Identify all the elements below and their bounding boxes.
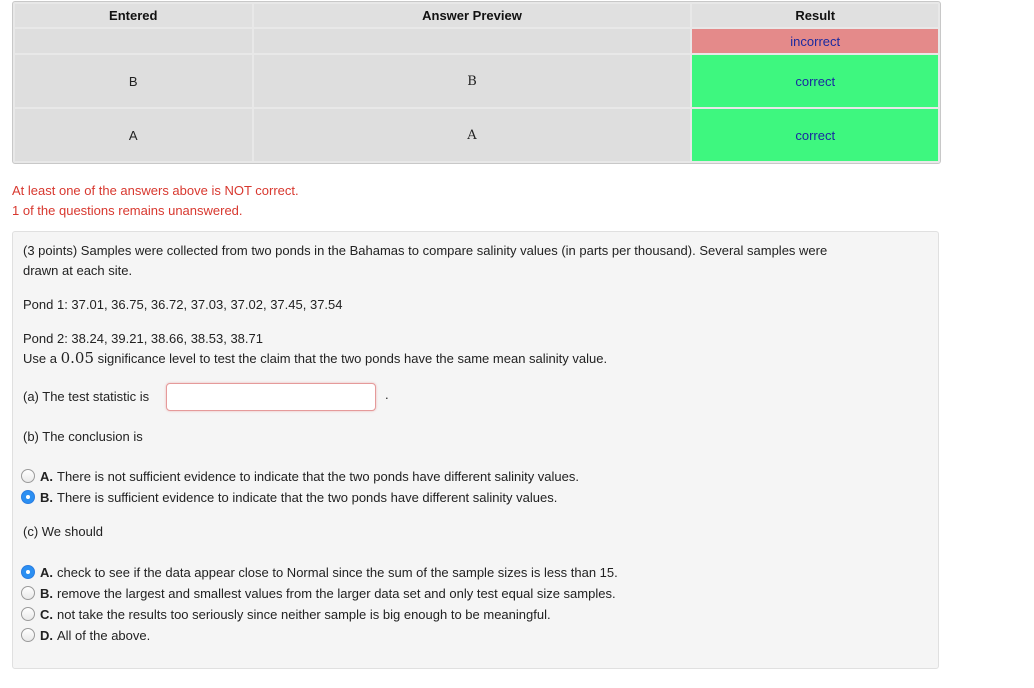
part-b-option-b[interactable] — [21, 487, 557, 507]
part-a-label: (a) The test statistic is — [23, 389, 150, 404]
table-row — [15, 109, 938, 161]
results-header-row — [15, 4, 938, 27]
problem-intro-line: (3 points) Samples were collected from two ponds in the Bahamas to compare salinity values (in parts per thousand). Several samples were — [23, 243, 828, 258]
option-letter: C. — [40, 606, 53, 622]
part-b-label: (b) The conclusion is — [23, 429, 143, 444]
option-letter: D. — [40, 627, 53, 643]
option-text: remove the largest and smallest values from the larger data set and only test equal size samples. — [57, 585, 616, 601]
table-row — [15, 55, 938, 107]
part-c-label: (c) We should — [23, 524, 103, 539]
result-cell-correct: correct — [692, 55, 938, 107]
option-text: There is sufficient evidence to indicate that the two ponds have different salinity values. — [57, 489, 558, 505]
unanswered-message: 1 of the questions remains unanswered. — [12, 203, 243, 218]
radio-unchecked-icon[interactable] — [21, 628, 35, 642]
preview-cell: A — [254, 109, 691, 161]
radio-unchecked-icon[interactable] — [21, 469, 35, 483]
table-row — [15, 29, 938, 53]
option-text: All of the above. — [57, 627, 151, 643]
radio-unchecked-icon[interactable] — [21, 586, 35, 600]
claim-suffix: significance level to test the claim that the two ponds have the same mean salinity value. — [97, 351, 608, 366]
preview-cell — [254, 29, 691, 53]
option-letter: A. — [40, 564, 53, 580]
problem-intro — [23, 241, 827, 281]
part-c-option-a[interactable] — [21, 562, 618, 582]
not-correct-message: At least one of the answers above is NOT correct. — [12, 183, 299, 198]
problem-intro-line: drawn at each site. — [23, 263, 133, 278]
part-c-option-b[interactable] — [21, 583, 616, 603]
option-text: There is not sufficient evidence to indicate that the two ponds have different salinity values. — [57, 468, 579, 484]
claim-statement — [23, 348, 607, 369]
feedback-messages — [12, 181, 299, 221]
preview-cell: B — [254, 55, 691, 107]
part-c-option-c[interactable] — [21, 604, 551, 624]
claim-prefix: Use a — [23, 351, 57, 366]
option-letter: A. — [40, 468, 53, 484]
option-letter: B. — [40, 489, 53, 505]
pond2-data: Pond 2: 38.24, 39.21, 38.66, 38.53, 38.71 — [23, 331, 263, 346]
part-a-period: . — [385, 387, 389, 402]
radio-checked-icon[interactable] — [21, 490, 35, 504]
entered-cell: B — [15, 55, 252, 107]
pond1-data: Pond 1: 37.01, 36.75, 36.72, 37.03, 37.02, 37.45, 37.54 — [23, 297, 343, 312]
option-text: check to see if the data appear close to Normal since the sum of the sample sizes is less than 15. — [57, 564, 618, 580]
header-answer-preview: Answer Preview — [254, 4, 691, 27]
part-c-option-d[interactable] — [21, 625, 150, 645]
option-letter: B. — [40, 585, 53, 601]
radio-unchecked-icon[interactable] — [21, 607, 35, 621]
result-cell-incorrect: incorrect — [692, 29, 938, 53]
results-table — [12, 1, 941, 164]
radio-checked-icon[interactable] — [21, 565, 35, 579]
option-text: not take the results too seriously since neither sample is big enough to be meaningful. — [57, 606, 551, 622]
test-statistic-input[interactable] — [166, 383, 376, 411]
entered-cell: A — [15, 109, 252, 161]
header-result: Result — [692, 4, 938, 27]
problem-box — [12, 231, 939, 669]
part-b-option-a[interactable] — [21, 466, 579, 486]
header-entered: Entered — [15, 4, 252, 27]
significance-level: 0.05 — [60, 349, 94, 367]
entered-cell — [15, 29, 252, 53]
result-cell-correct: correct — [692, 109, 938, 161]
